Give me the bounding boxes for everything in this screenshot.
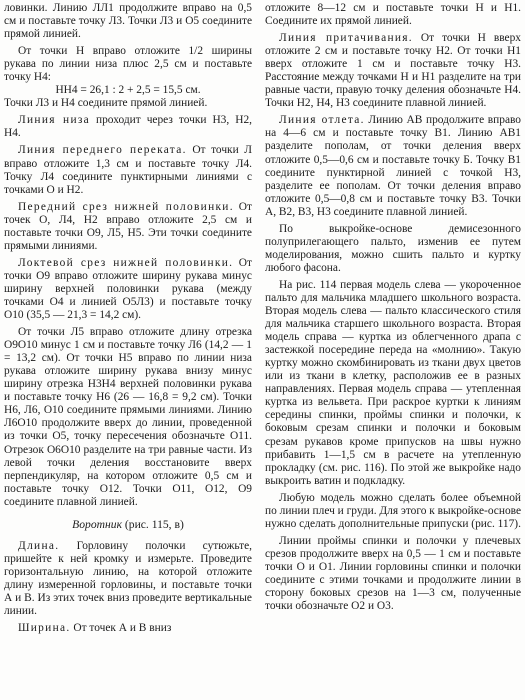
paragraph-text: От точки О9 вправо отложите ширину рукава минус ширину верхней половинки рукава (между точками О4 и линией О5Л3) и поставьте точку О10 (35,5 — 21,3 = 14,2 см).: [4, 256, 252, 322]
paragraph: ловинки. Линию ЛЛ1 продолжите вправо на 0,5 см и поставьте точку Л3. Точки Л3 и О5 соедините прямой линией.: [4, 2, 252, 41]
heading-figure-ref: (рис. 115, в): [124, 517, 184, 531]
term: Линия отлета.: [279, 114, 365, 127]
paragraph: [4, 540, 252, 618]
paragraph-text: Горловину полочки сутюжьте, пришейте к ней кромку и измерьте. Проведите горизонтальную линию, на которой отложите длину измеренной горловины, и поставьте точки А и В. Из этих точек вниз проведите вертикальные линии.: [4, 539, 252, 617]
paragraph: [4, 144, 252, 196]
term: Передний срез нижней половинки.: [18, 200, 234, 213]
paragraph: [4, 114, 252, 140]
paragraph: Точки Л3 и Н4 соедините прямой линией.: [4, 97, 208, 110]
paragraph-text: От точек А и В вниз: [73, 622, 172, 635]
paragraph-text: проходит через точки Н3, Н2, Н4.: [4, 114, 252, 140]
paragraph-text: От точек О, Л4, Н2 вправо отложите 2,5 см и поставьте точки О9, Л5, Н5. Эти точки соедините прямыми линиями.: [4, 200, 252, 252]
paragraph: [265, 32, 521, 110]
heading-label: Воротник: [72, 517, 122, 531]
formula: НН4 = 26,1 : 2 + 2,5 = 15,5 см.: [55, 84, 201, 97]
paragraph-text: От точки Н вверх отложите 2 см и поставьте точку Н2. От точки Н1 вверх отложите 1 см и поставьте точку Н3. Расстояние между точками Н и Н1 разделите на три равные части, правую точку деления обозначьте Н4. Точки Н2, Н4, Н3 соедините плавной линией.: [265, 32, 521, 110]
section-heading: [4, 518, 252, 532]
paragraph: отложите 8—12 см и поставьте точки Н и Н1. Соедините их прямой линией.: [265, 2, 521, 28]
paragraph: От точки Л5 вправо отложите длину отрезка О9О10 минус 1 см и поставьте точку Л6 (14,2 — 1 = 13,2 см). От точки Н5 вправо по линии низа рукава отложите ширину рукава внизу минус ширину отрезка Н3Н4 верхней половинки рукава и поставьте точку Н6 (26 — 16,8 = 9,2 см). Точки Н6, Л6, О10 соедините прямыми линиями. Линию Л6О10 продолжите вверх до линии, проведенной из точки О5, точку пересечения обозначьте О11. Отрезок О6О10 разделите на три равные части. Из левой точки деления восстановите вверх перпендикуляр, на котором отложите 0,5 см и поставьте точку О12. Точки О11, О12, О9 соедините плавной линией.: [4, 326, 252, 508]
right-column: [265, 2, 521, 613]
left-column: [4, 2, 252, 635]
paragraph-text: От точки Л вправо отложите 1,3 см и поставьте точку Л4. Точку Л4 соедините пунктирными линиями с точками О и Н2.: [4, 144, 252, 196]
term: Линия низа: [18, 114, 90, 127]
paragraph: [4, 201, 252, 253]
term: Длина.: [18, 539, 60, 552]
term: Ширина.: [18, 622, 71, 635]
term: Локтевой срез нижней половинки.: [18, 256, 234, 269]
paragraph: [265, 114, 521, 218]
paragraph: От точки Н вправо отложите 1/2 ширины рукава по линии низа плюс 2,5 см и поставьте точку Н4:: [4, 45, 252, 84]
paragraph: По выкройке-основе демисезонного полуприлегающего пальто, изменив ее путем моделирования, можно сшить пальто и куртку любого фасона.: [265, 222, 521, 274]
paragraph: [4, 622, 252, 635]
paragraph-text: Линию АВ продолжите вправо на 4—6 см и поставьте точку В1. Линию АВ1 разделите пополам, от точки деления вверх отложите 0,5—0,6 см и поставьте точку Б. Точку В1 соедините пунктирной линией с точкой Н3, разделите ее пополам. От точки деления вправо отложите 0,5—0,8 см и поставьте точку В3. Точки А, В2, В3, Н3 соедините плавной линией.: [265, 114, 522, 218]
paragraph: [4, 257, 252, 322]
term: Линия переднего переката.: [18, 144, 187, 157]
paragraph: Линии проймы спинки и полочки у плечевых срезов продолжите вверх на 0,5 — 1 см и поставьте точки О и О1. Линии горловины спинки и полочки соедините с этими точками и продолжите линии в сторону боковых срезов на 1—3 см, полученные точки обозначьте О2 и О3.: [265, 534, 521, 613]
term: Линия притачивания.: [279, 32, 413, 45]
paragraph: На рис. 114 первая модель слева — укороченное пальто для мальчика младшего школьного возраста. Вторая модель слева — пальто классического стиля для мальчика старшего школьного возраста. Вторая модель справа — куртка из облегченного драпа с застежкой посередине переда на «молнию». Такую куртку можно скомбинировать из ткани двух цветов или из ткани в клетку, расположив ее в разных направлениях. Первая модель справа — утепленная куртка из вельвета. При раскрое куртки к линиям середины спинки, проймы спинки и полочки, к боковым срезам спинки и полочки и боковым срезам рукавов кроме припусков на швы нужно прибавить 1—1,5 см в расчете на утепленную прокладку (см. рис. 116). По этой же выкройке надо выкроить ватин и подкладку.: [265, 278, 521, 487]
paragraph: Любую модель можно сделать более объемной по линии плеч и груди. Для этого к выкройке-основе нужно сделать дополнительные припуски (рис. 117).: [265, 491, 522, 530]
